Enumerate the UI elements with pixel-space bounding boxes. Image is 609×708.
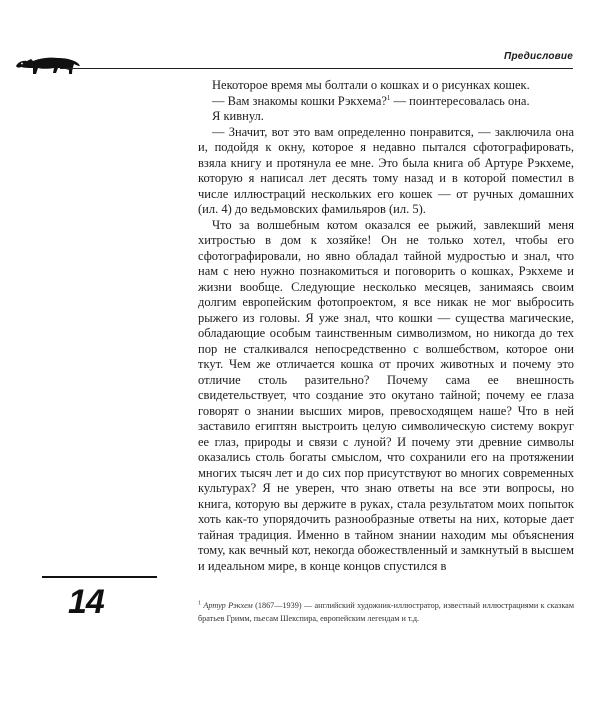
running-title: Предисловие [504, 51, 573, 62]
panther-icon [14, 46, 82, 76]
paragraph-2-text: — Вам знакомы кошки Рэкхема? [212, 93, 387, 108]
footnote-author: Артур Рэкхем [203, 601, 253, 610]
footnote-mark: 1 [198, 600, 201, 607]
page-number: 14 [68, 583, 104, 621]
paragraph-4: — Значит, вот это вам определенно понравится, — заключила она и, подойдя к окну, которое я недавно пытался сфотографировать, взяла книгу и протянула ее мне. Это была книга об Артуре Рэкхеме, которую я написал лет десять тому назад и в которой поместил в числе иллюстраций нескольких его кошек — от ручных домашних (ил. 4) до ведьмовских фамильяров (ил. 5). [198, 124, 574, 216]
header-rule [60, 68, 573, 69]
paragraph-1: Некоторое время мы болтали о кошках и о рисунках кошек. [212, 78, 530, 92]
footnote-ref-mark[interactable]: 1 [386, 93, 391, 102]
folio-rule [42, 576, 157, 578]
footnote [198, 600, 574, 625]
paragraph-5: Что за волшебным котом оказался ее рыжий, завлекший меня хитростью в дом к хозяйке! Он не только хотел, чтобы его сфотографировали, но явно обладал тайной мудростью и знал, что нам с нею нужно познакомиться и поговорить о кошках, Рэкхеме и жизни вообще. Следующие несколько месяцев, занимаясь своим долгим европейским фотопроектом, я все никак не мог выбросить рыжего из головы. Я уже знал, что кошки — существа магические, обладающие особым таинственным символизмом, но никогда до тех пор не сталкивался непосредственно с волшебством, которое они ткут. Чем же отличается кошка от прочих животных и почему это отличие столь разительно? Почему сама ее внешность свидетельствует, что создание это окутано тайной; почему ее глаза говорят о знании высших миров, превосходящем наше? Что в ней заставило египтян выстроить целую символическую систему вокруг ее глаз, природы и связи с луной? И почему эти древние символы оказались столь богаты смыслом, что сохранили его на протяжении многих тысяч лет и до сих пор присутствуют во многих современных культурах? Я не уверен, что знаю ответы на все эти вопросы, но книга, которую вы держите в руках, стала результатом моих попыток хоть как-то упорядочить разнообразные ответы на них, которые дает тайная традиция. Именно в тайном знании находим мы объяснения тому, как вечный кот, некогда обожествленный и замкнутый в высшем и идеальном мире, в конце концов спустился в [198, 217, 574, 573]
footnote-text: (1867—1939) — английский художник-иллюстратор, известный иллюстрациями к сказкам братьев Гримм, пьесам Шекспира, европейским легендам и т.д. [198, 601, 575, 623]
paragraph-2-tail: — поинтересовалась она. [390, 93, 530, 108]
paragraph-3: Я кивнул. [212, 109, 264, 123]
body-text [198, 78, 574, 574]
paragraph-2 [198, 94, 574, 110]
